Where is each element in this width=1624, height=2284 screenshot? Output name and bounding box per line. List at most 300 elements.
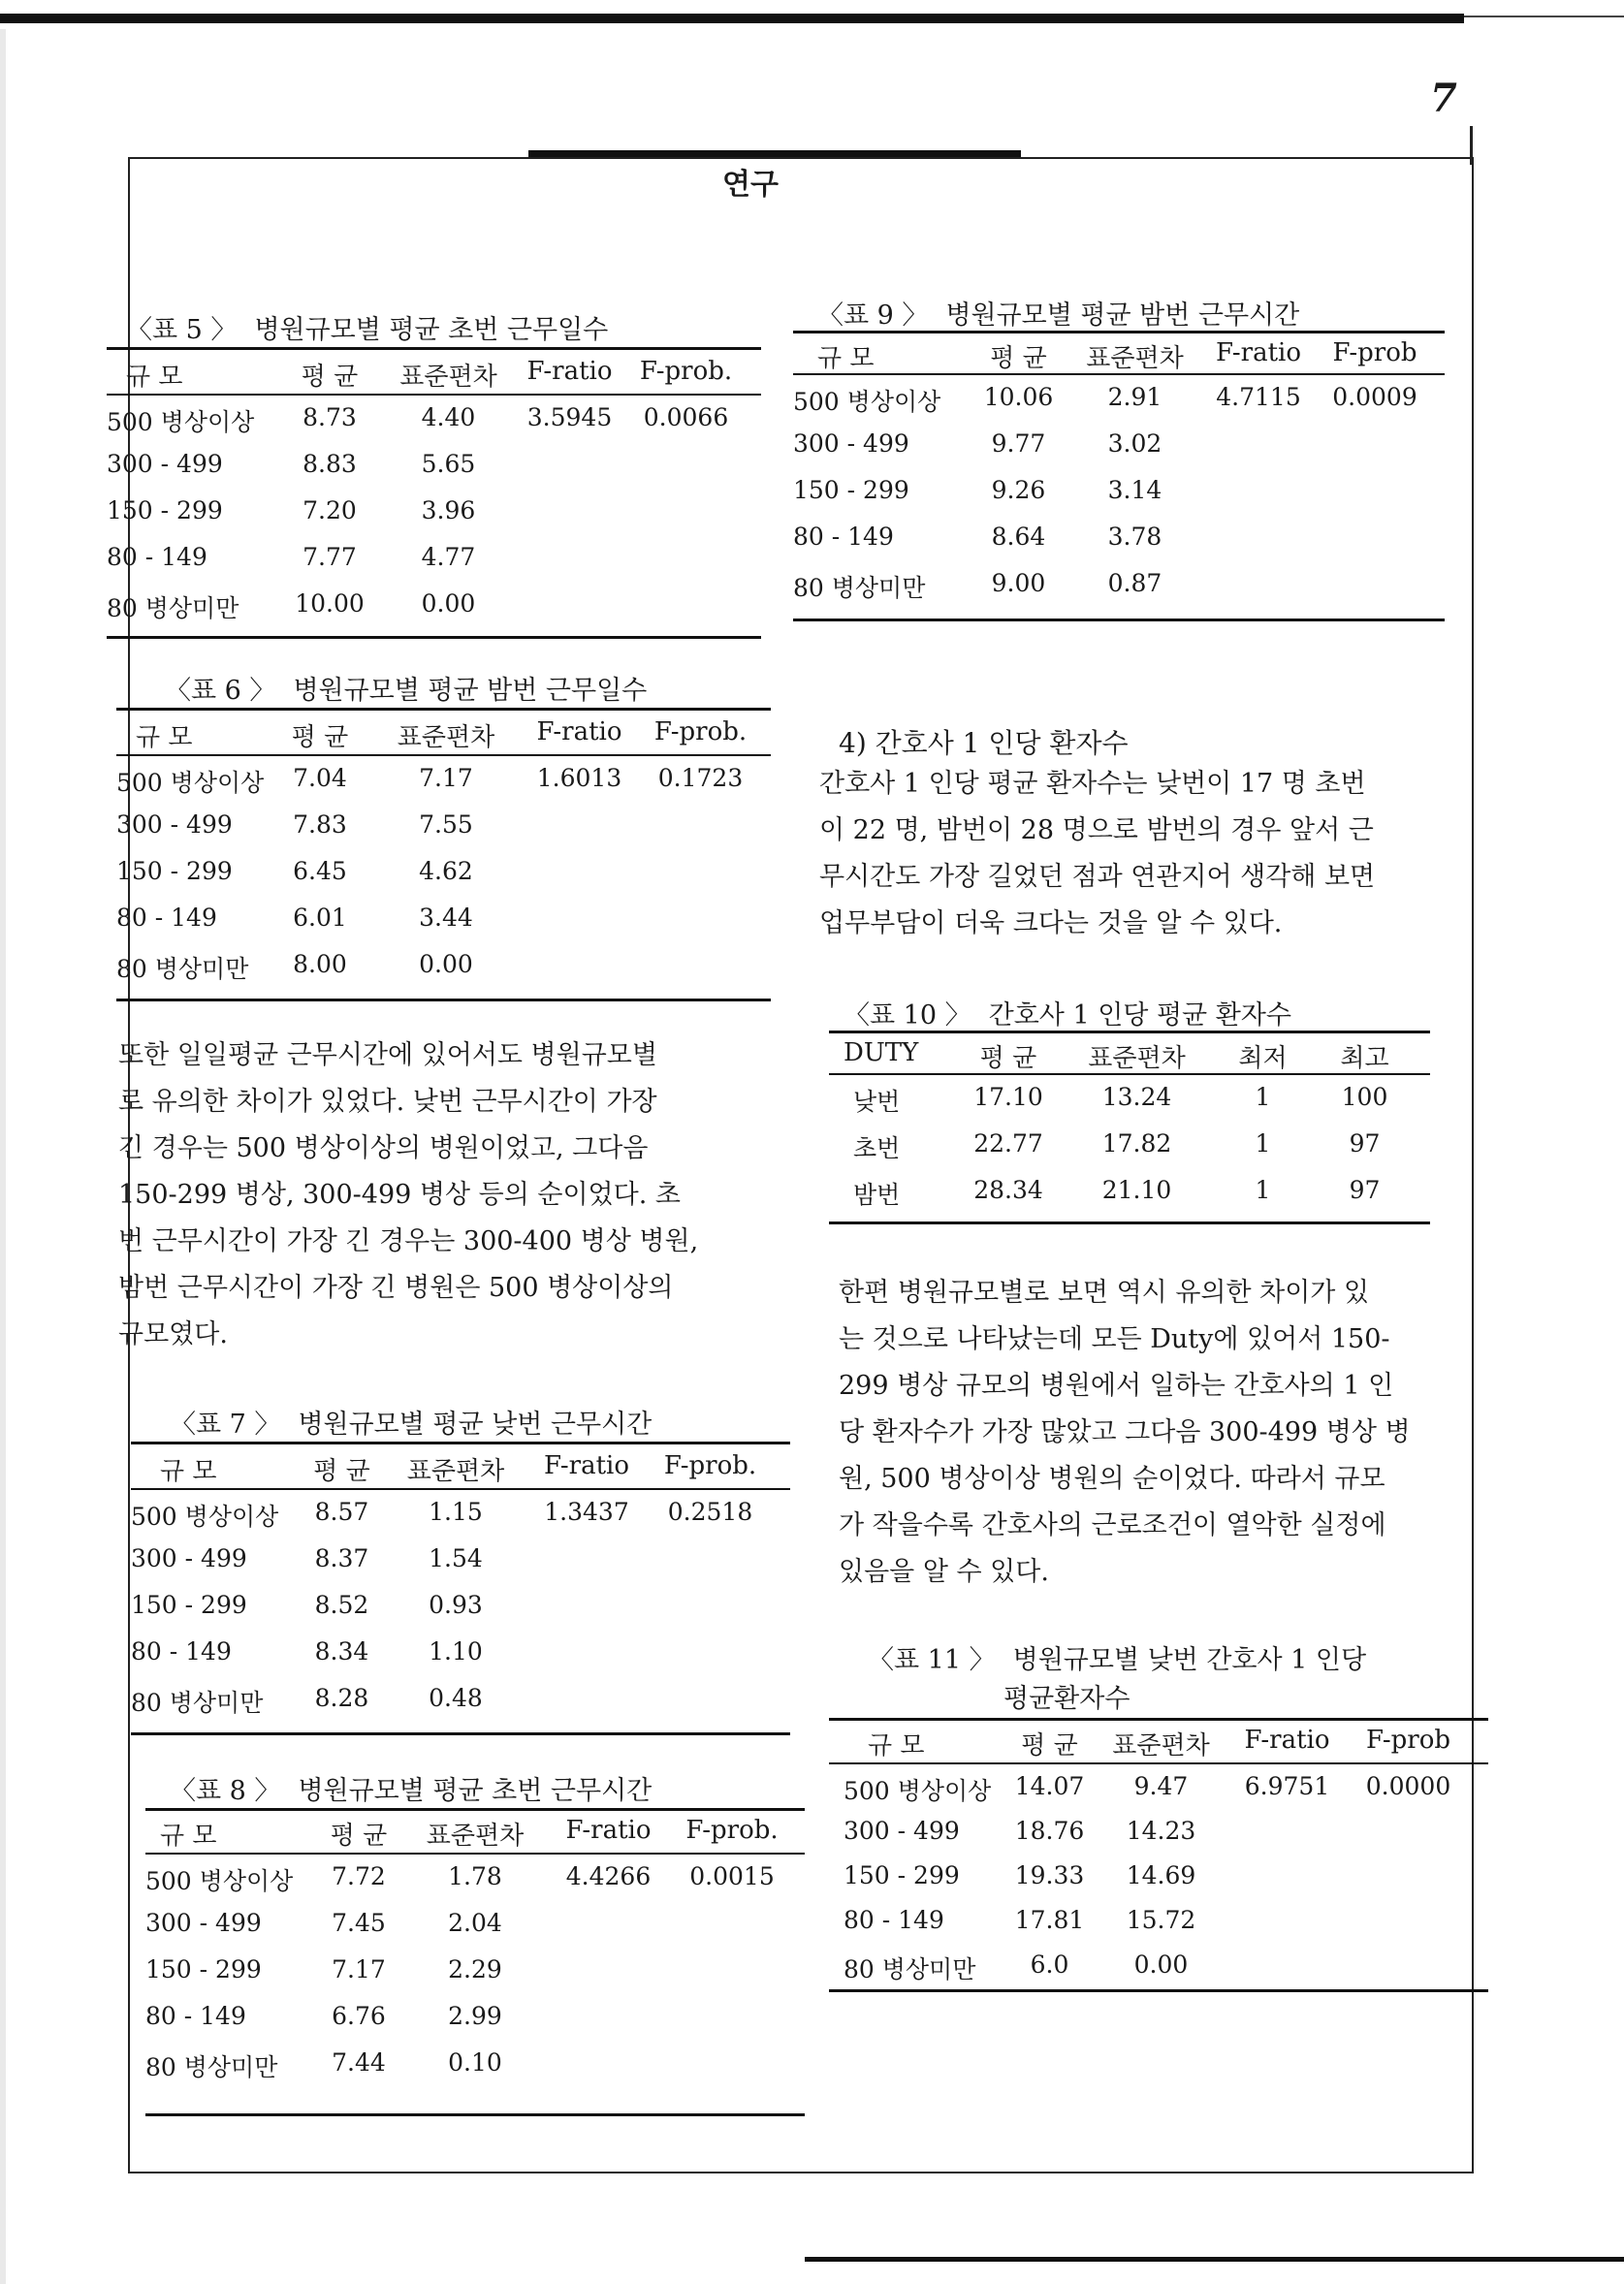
cell-fprob [679,2002,785,2030]
table-caption [868,1638,1366,1676]
cell-mean: 8.37 [314,1544,369,1572]
cell-scale: 80 - 149 [793,523,894,551]
text-line: 번 근무시간이 가장 긴 경우는 300-400 병상 병원, [118,1226,699,1256]
cell-fprob [654,1544,766,1572]
table-header-rule [131,1488,790,1490]
cell-scale: 500 병상이상 [844,1777,992,1805]
table-row [107,403,742,438]
cell-mean: 9.00 [991,569,1046,597]
cell-mean: 18.76 [1014,1817,1085,1845]
cell-scale: 80 병상미만 [145,2053,278,2081]
table-row [793,383,1428,418]
cell-scale: 300 - 499 [131,1544,247,1572]
table-bottom-rule [793,619,1445,621]
cell-fratio: 1 [1255,1129,1271,1158]
cell-sd: 9.47 [1133,1772,1189,1800]
cell-fprob [1353,1861,1464,1889]
cell-fprob: 0.0066 [643,403,729,431]
cell-fratio [1195,523,1321,551]
table-header-rule [793,373,1445,375]
cell-fprob: 97 [1349,1176,1381,1204]
cell-sd: 2.91 [1107,383,1162,411]
cell-mean: 7.45 [332,1909,386,1937]
top-border-bar [0,14,1464,23]
cell-fprob: 0.2518 [667,1498,753,1526]
cell-sd: 1.78 [448,1862,502,1890]
cell-sd: 3.44 [419,904,473,932]
cell-sd: 15.72 [1126,1906,1196,1934]
table-title: 병원규모별 평균 낮번 근무시간 [298,1410,653,1440]
cell-sd: 0.48 [429,1684,483,1712]
section-label: 연구 [722,168,779,202]
cell-fratio [538,2002,679,2030]
cell-fprob [1353,1906,1464,1934]
table-top-rule [145,1808,805,1811]
table-caption [165,669,647,707]
cell-fprob: 0.0000 [1365,1772,1451,1800]
header-fratio: F-ratio [1244,1726,1330,1755]
table-title: 병원규모별 평균 밤번 근무시간 [945,301,1300,331]
cell-fprob [1353,1817,1464,1845]
header-fratio: F-ratio [536,717,622,746]
cell-scale: 80 병상미만 [107,594,239,622]
cell-mean: 9.77 [991,429,1046,458]
table-bottom-rule [131,1732,790,1735]
table-header-row [829,1726,1464,1761]
cell-fratio [519,1544,654,1572]
header-scale: 규 모 [160,1457,217,1486]
cell-mean: 22.77 [973,1129,1043,1158]
text-line: 당 환자수가 가장 많았고 그다음 300-499 병상 병 [839,1417,1411,1447]
table-number: 〈표 8 〉 [170,1776,281,1806]
table-caption-line2 [1003,1677,1130,1715]
table-top-rule [793,331,1445,333]
table-header-row [793,338,1428,374]
cell-mean: 17.10 [973,1083,1043,1111]
cell-scale: 150 - 299 [793,476,909,504]
header-mean: 평 균 [990,344,1047,373]
table-top-rule [116,708,771,711]
text-line: 무시간도 가장 길었던 점과 연관지어 생각해 보면 [819,862,1376,892]
header-sd: 표준편차 [1112,1731,1210,1761]
cell-sd: 0.87 [1107,569,1162,597]
cell-fratio [538,1955,679,1983]
table-row [116,950,756,985]
table-row [116,857,756,885]
cell-scale: 150 - 299 [145,1955,262,1983]
table-5 [107,308,761,638]
cell-scale: 밤번 [853,1181,901,1209]
table-title: 병원규모별 평균 초번 근무시간 [298,1776,653,1806]
cell-fratio [1195,429,1321,458]
table-8 [145,1769,805,2118]
cell-fprob: 0.1723 [657,764,744,792]
cell-sd: 3.14 [1107,476,1162,504]
table-row [107,496,742,524]
header-scale: 규 모 [868,1731,925,1761]
table-title: 병원규모별 평균 초번 근무일수 [254,315,609,345]
text-line: 299 병상 규모의 병원에서 일하는 간호사의 1 인 [839,1371,1394,1401]
text-line: 이 22 명, 밤번이 28 명으로 밤번의 경우 앞서 근 [819,815,1374,845]
table-row [829,1951,1464,1985]
cell-fratio [1222,1861,1353,1889]
cell-mean: 8.28 [314,1684,369,1712]
scan-edge-shadow [0,29,6,2284]
cell-sd: 0.93 [429,1591,483,1619]
table-row [829,1083,1416,1118]
table-row [829,1176,1416,1211]
cell-sd: 2.04 [448,1909,502,1937]
table-caption [844,994,1291,1031]
cell-fratio [519,1591,654,1619]
cell-fprob [1321,429,1428,458]
table-row [116,810,756,839]
header-fratio: F-ratio [543,1451,629,1480]
header-sd: 표준편차 [426,1822,525,1851]
table-header-row [107,357,742,393]
cell-mean: 9.26 [991,476,1046,504]
table-bottom-rule [829,1221,1430,1224]
cell-scale: 300 - 499 [844,1817,960,1845]
table-row [829,1817,1464,1845]
cell-fratio [538,2048,679,2083]
table-caption [170,1403,652,1441]
cell-sd: 4.77 [421,543,476,571]
cell-scale: 300 - 499 [107,450,223,478]
cell-fprob [679,1909,785,1937]
cell-scale: 80 - 149 [116,904,217,932]
cell-fratio: 4.7115 [1216,383,1301,411]
header-mean: 평 균 [291,723,349,752]
cell-fratio [514,810,645,839]
cell-mean: 10.00 [295,589,365,618]
bottom-border-bar [805,2257,1624,2262]
cell-fprob [654,1637,766,1665]
paragraph-left [118,1032,698,1358]
cell-sd: 1.10 [429,1637,483,1665]
table-row [145,1862,785,1897]
header-fprob: F-prob. [653,717,748,746]
table-row [107,450,742,478]
cell-scale: 80 병상미만 [844,1955,976,1983]
cell-mean: 8.64 [991,523,1046,551]
table-row [116,764,756,799]
text-line: 긴 경우는 500 병상이상의 병원이었고, 그다음 [118,1133,649,1163]
table-row [793,429,1428,458]
cell-scale: 80 - 149 [145,2002,246,2030]
cell-scale: 초번 [853,1134,901,1162]
text-line: 규모였다. [118,1319,228,1349]
header-scale: 규 모 [126,363,183,392]
table-header-rule [829,1073,1430,1075]
cell-scale: 80 - 149 [131,1637,232,1665]
text-line: 로 유의한 차이가 있었다. 낮번 근무시간이 가장 [118,1087,657,1117]
header-sd: 표준편차 [1086,344,1184,373]
table-header-row [145,1816,785,1852]
cell-mean: 7.77 [303,543,357,571]
cell-sd: 0.00 [419,950,473,978]
table-row [107,589,742,624]
cell-scale: 80 병상미만 [131,1689,264,1717]
cell-fratio [509,543,630,571]
header-mean: 평 균 [330,1822,388,1851]
table-row [829,1129,1416,1164]
paragraph-right-1 [819,761,1375,947]
table-10 [829,994,1430,1231]
cell-mean: 28.34 [973,1176,1043,1204]
table-11 [829,1638,1488,1997]
cell-fratio [514,857,645,885]
cell-fratio [514,904,645,932]
text-line: 밤번 근무시간이 가장 긴 병원은 500 병상이상의 [118,1273,674,1303]
cell-scale: 500 병상이상 [107,408,255,436]
cell-sd: 0.00 [1133,1951,1189,1979]
cell-mean: 8.83 [303,450,357,478]
cell-fratio [509,496,630,524]
header-scale: 규 모 [817,344,875,373]
cell-scale: 150 - 299 [107,496,223,524]
table-9 [793,294,1445,628]
cell-mean: 14.07 [1014,1772,1085,1800]
header-fprob: F-prob. [639,357,733,386]
cell-sd: 14.23 [1126,1817,1196,1845]
table-number: 〈표 11 〉 [868,1645,996,1675]
cell-sd: 4.62 [419,857,473,885]
header-fprob: F-prob [1365,1726,1451,1755]
cell-mean: 7.83 [293,810,347,839]
cell-fprob [654,1591,766,1619]
text-line: 는 것으로 나타났는데 모든 Duty에 있어서 150- [839,1324,1390,1354]
header-sd: 표준편차 [397,723,495,752]
table-row [107,543,742,571]
table-7 [131,1403,790,1737]
cell-scale: 80 - 149 [844,1906,944,1934]
cell-fprob [645,810,756,839]
table-number: 〈표 6 〉 [165,676,276,706]
cell-mean: 6.45 [293,857,347,885]
cell-sd: 5.65 [421,450,476,478]
cell-fratio: 6.9751 [1244,1772,1330,1800]
header-mean: 평 균 [301,363,359,392]
text-line: 간호사 1 인당 평균 환자수는 낮번이 17 명 초번 [819,769,1366,799]
cell-fratio [1222,1951,1353,1985]
cell-sd: 13.24 [1101,1083,1172,1111]
table-bottom-rule [829,1989,1488,1992]
cell-fratio [1195,476,1321,504]
header-mean: 평 균 [979,1044,1037,1073]
table-number: 〈표 9 〉 [817,301,929,331]
cell-mean: 10.06 [983,383,1054,411]
header-scale: 규 모 [136,723,193,752]
cell-mean: 8.73 [303,403,357,431]
table-number: 〈표 10 〉 [844,1000,971,1031]
cell-fprob [679,1955,785,1983]
cell-fratio [514,950,645,985]
cell-fprob [645,904,756,932]
table-header-rule [116,754,771,756]
cell-fratio [1222,1906,1353,1934]
cell-fprob [1321,523,1428,551]
cell-fprob [679,2048,785,2083]
table-6 [116,669,771,1003]
table-row [145,1955,785,1983]
text-line: 가 작을수록 간호사의 근로조건이 열악한 실정에 [839,1510,1386,1540]
cell-mean: 7.72 [332,1862,386,1890]
paragraph-right-2 [839,1270,1411,1596]
cell-fprob [1353,1951,1464,1985]
table-title: 병원규모별 평균 밤번 근무일수 [293,676,648,706]
header-max: 최고 [1340,1044,1389,1073]
table-header-row [116,717,756,753]
table-row [131,1544,766,1572]
cell-fprob: 97 [1349,1129,1381,1158]
cell-fprob [630,450,742,478]
cell-sd: 2.99 [448,2002,502,2030]
cell-sd: 0.00 [421,589,476,618]
table-top-rule [107,347,761,350]
header-fprob: F-prob. [663,1451,757,1480]
text-line: 또한 일일평균 근무시간에 있어서도 병원규모별 [118,1040,657,1070]
page-number: 7 [1430,76,1457,121]
table-title: 간호사 1 인당 평균 환자수 [988,1000,1291,1031]
cell-fratio [538,1909,679,1937]
cell-scale: 500 병상이상 [793,388,941,416]
table-top-rule [131,1442,790,1444]
table-title-2: 평균환자수 [1003,1684,1130,1714]
table-header-row [131,1451,766,1487]
table-row [116,904,756,932]
table-header-rule [145,1853,805,1855]
cell-fprob [654,1684,766,1719]
header-fratio: F-ratio [526,357,613,386]
table-row [793,523,1428,551]
table-top-rule [829,1718,1488,1721]
cell-sd: 3.96 [421,496,476,524]
cell-mean: 6.01 [293,904,347,932]
cell-scale: 150 - 299 [131,1591,247,1619]
cell-scale: 500 병상이상 [145,1867,294,1895]
table-row [829,1906,1464,1934]
header-fratio: F-ratio [565,1816,652,1845]
cell-sd: 1.54 [429,1544,483,1572]
table-bottom-rule [145,2113,805,2116]
cell-mean: 7.44 [332,2048,386,2077]
cell-fratio: 1.6013 [536,764,622,792]
cell-fratio: 4.4266 [565,1862,652,1890]
cell-fprob: 0.0015 [689,1862,775,1890]
table-caption [170,1769,652,1807]
header-mean: 평 균 [1021,1731,1078,1761]
text-line: 원, 500 병상이상 병원의 순이었다. 따라서 규모 [839,1464,1385,1494]
cell-mean: 19.33 [1014,1861,1085,1889]
text-line: 있음을 알 수 있다. [839,1557,1049,1587]
cell-sd: 14.69 [1126,1861,1196,1889]
cell-fprob [1321,476,1428,504]
cell-sd: 7.17 [419,764,473,792]
cell-fratio [509,589,630,624]
table-top-rule [829,1031,1430,1033]
cell-fratio: 1 [1255,1176,1271,1204]
header-min: 최저 [1238,1044,1288,1073]
cell-fprob [630,589,742,624]
table-row [131,1498,766,1533]
table-row [829,1772,1464,1807]
table-header-row [829,1038,1416,1074]
table-row [131,1684,766,1719]
table-caption [817,294,1299,332]
cell-fratio [1195,569,1321,604]
cell-fprob: 0.0009 [1332,383,1417,411]
cell-fprob [1321,569,1428,604]
frame-right-accent [1470,126,1473,165]
table-bottom-rule [107,636,761,639]
cell-mean: 7.04 [293,764,347,792]
cell-sd: 7.55 [419,810,473,839]
cell-fprob [630,496,742,524]
table-row [793,476,1428,504]
cell-fprob [645,950,756,985]
frame-top-accent [528,150,1021,157]
cell-mean: 8.34 [314,1637,369,1665]
cell-scale: 500 병상이상 [131,1503,279,1531]
table-row [145,2048,785,2083]
table-row [793,569,1428,604]
header-duty: DUTY [844,1038,919,1067]
section-heading-4: 4) 간호사 1 인당 환자수 [839,727,1129,759]
top-border-thin [1464,16,1624,17]
table-caption [126,308,608,346]
cell-sd: 2.29 [448,1955,502,1983]
cell-mean: 8.57 [314,1498,369,1526]
cell-mean: 8.00 [293,950,347,978]
cell-fprob [630,543,742,571]
cell-scale: 300 - 499 [145,1909,262,1937]
cell-fratio [519,1684,654,1719]
cell-fratio [1222,1817,1353,1845]
header-fprob: F-prob. [685,1816,779,1845]
header-fratio: F-ratio [1215,338,1301,367]
cell-mean: 17.81 [1014,1906,1085,1934]
header-sd: 표준편차 [406,1457,505,1486]
text-line: 150-299 병상, 300-499 병상 등의 순이었다. 초 [118,1180,681,1210]
table-header-rule [107,394,761,396]
table-row [145,1909,785,1937]
table-row [131,1637,766,1665]
table-title: 병원규모별 낮번 간호사 1 인당 [1012,1645,1367,1675]
cell-mean: 8.52 [314,1591,369,1619]
header-mean: 평 균 [313,1457,370,1486]
cell-sd: 3.02 [1107,429,1162,458]
table-number: 〈표 5 〉 [126,315,238,345]
cell-scale: 150 - 299 [116,857,233,885]
text-line: 업무부담이 더욱 크다는 것을 알 수 있다. [819,908,1283,938]
cell-scale: 300 - 499 [793,429,909,458]
cell-scale: 80 병상미만 [793,574,926,602]
cell-scale: 낮번 [853,1088,901,1116]
cell-fratio [509,450,630,478]
table-row [145,2002,785,2030]
cell-fratio: 1 [1255,1083,1271,1111]
cell-fprob [645,857,756,885]
cell-scale: 300 - 499 [116,810,233,839]
cell-sd: 0.10 [448,2048,502,2077]
cell-fratio: 3.5945 [526,403,613,431]
cell-scale: 80 - 149 [107,543,207,571]
cell-sd: 1.15 [429,1498,483,1526]
cell-fratio: 1.3437 [544,1498,629,1526]
cell-sd: 21.10 [1101,1176,1172,1204]
table-row [829,1861,1464,1889]
